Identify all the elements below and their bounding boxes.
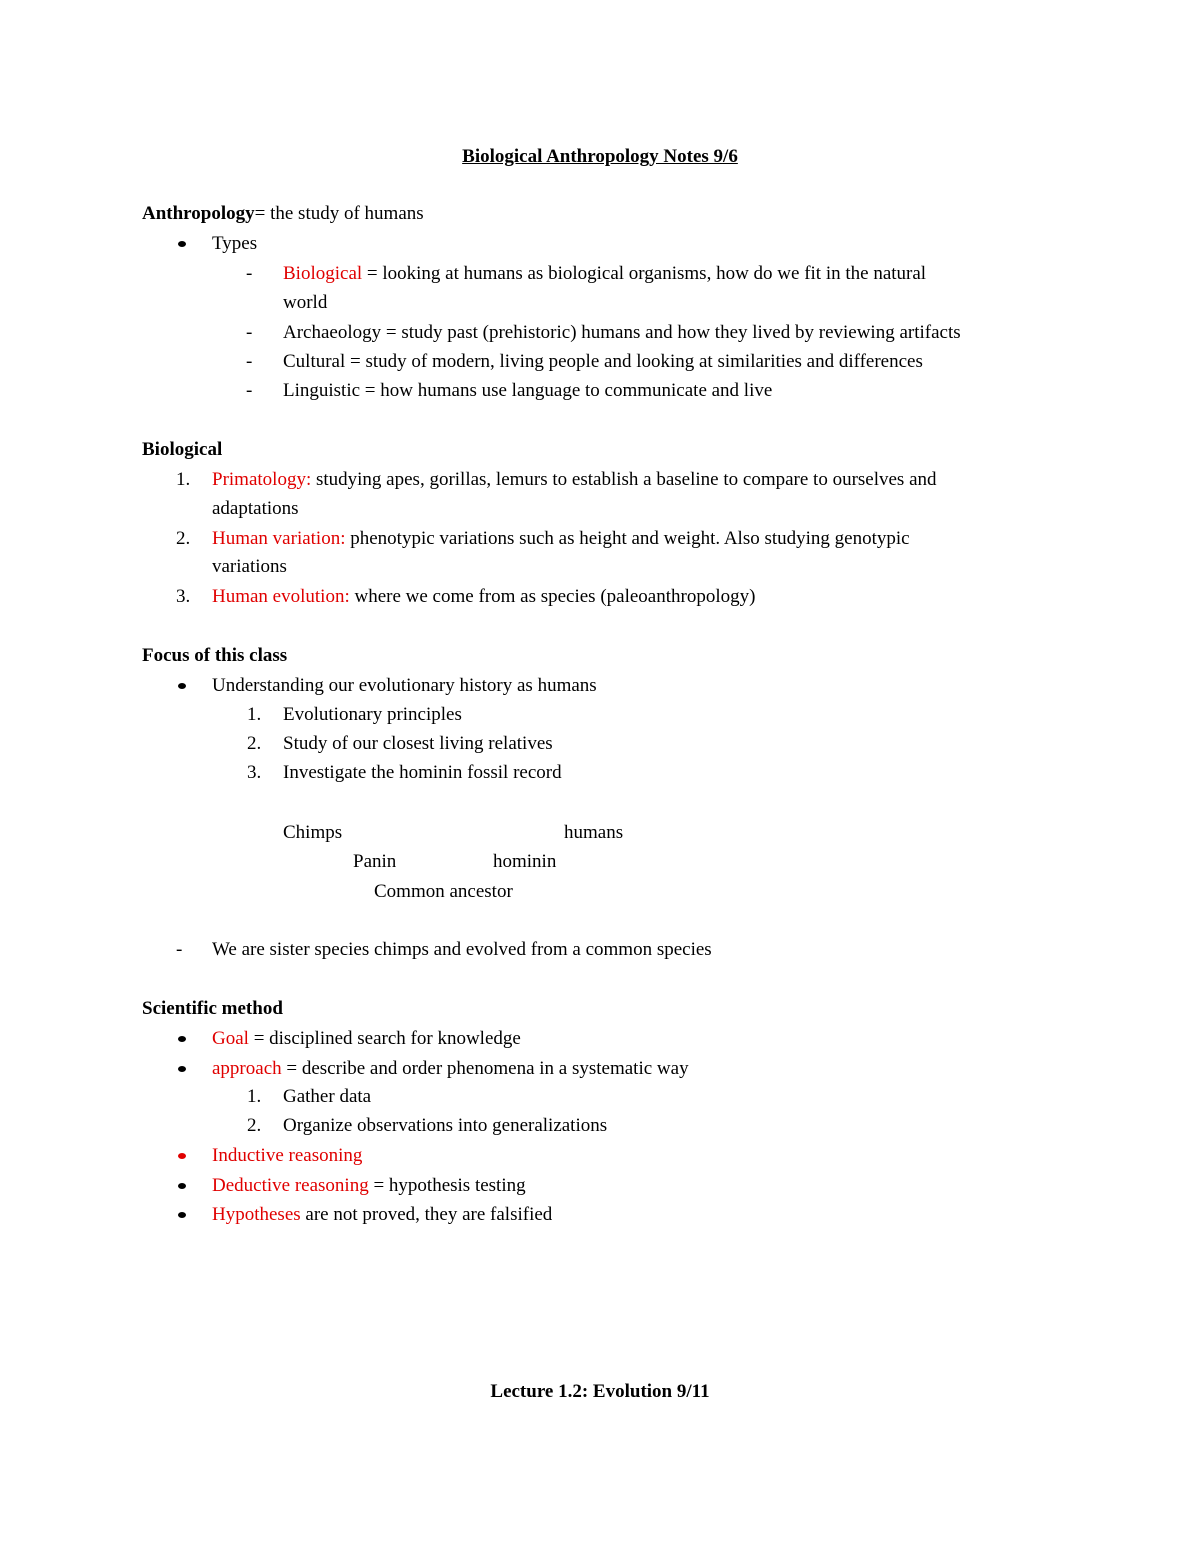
diagram-humans: humans <box>564 822 624 843</box>
list-number: 2. <box>247 733 262 754</box>
approach-item: approach = describe and order phenomena in a systematic way <box>212 1058 689 1079</box>
human-variation-item: Human variation: phenotypic variations such as height and weight. Also studying genotypic <box>212 528 910 549</box>
hypotheses-item: Hypotheses are not proved, they are falsified <box>212 1204 553 1225</box>
bullet-icon <box>178 241 186 247</box>
bullet-icon <box>178 1153 186 1159</box>
list-number: 3. <box>247 762 262 783</box>
inductive-item: Inductive reasoning <box>212 1145 363 1166</box>
scientific-method-heading: Scientific method <box>142 998 283 1019</box>
dash-marker: - <box>246 351 253 372</box>
type-cultural: Cultural = study of modern, living people and looking at similarities and differences <box>283 351 923 372</box>
sister-species-note: We are sister species chimps and evolved from a common species <box>212 939 712 960</box>
lecture-heading: Lecture 1.2: Evolution 9/11 <box>490 1381 710 1402</box>
bullet-icon <box>178 683 186 689</box>
dash-marker: - <box>176 939 183 960</box>
list-number: 3. <box>176 586 191 607</box>
diagram-hominin: hominin <box>493 851 557 872</box>
bullet-icon <box>178 1066 186 1072</box>
deductive-item: Deductive reasoning = hypothesis testing <box>212 1175 526 1196</box>
focus-item: Study of our closest living relatives <box>283 733 553 754</box>
type-biological: Biological = looking at humans as biological organisms, how do we fit in the natural <box>283 263 927 284</box>
dash-marker: - <box>246 380 253 401</box>
primatology-item: Primatology: studying apes, gorillas, lemurs to establish a baseline to compare to ourselves and <box>212 469 937 490</box>
step-item: Gather data <box>283 1086 372 1107</box>
type-biological-cont: world <box>283 292 328 313</box>
anthropology-term: Anthropology <box>142 203 255 224</box>
goal-item: Goal = disciplined search for knowledge <box>212 1028 521 1049</box>
type-linguistic: Linguistic = how humans use language to communicate and live <box>283 380 773 401</box>
step-item: Organize observations into generalizations <box>283 1115 608 1136</box>
biological-term: Biological <box>283 263 363 284</box>
diagram-common-ancestor: Common ancestor <box>374 881 513 902</box>
dash-marker: - <box>246 322 253 343</box>
page-title: Biological Anthropology Notes 9/6 <box>462 146 738 167</box>
diagram-chimps: Chimps <box>283 822 343 843</box>
list-number: 1. <box>247 1086 262 1107</box>
list-number: 2. <box>176 528 191 549</box>
primatology-item-cont: adaptations <box>212 498 299 519</box>
human-evolution-item: Human evolution: where we come from as species (paleoanthropology) <box>212 586 756 607</box>
biological-heading: Biological <box>142 439 223 460</box>
list-number: 2. <box>247 1115 262 1136</box>
focus-item: Evolutionary principles <box>283 704 462 725</box>
types-bullet: Types <box>212 233 258 254</box>
anthropology-definition <box>142 202 424 226</box>
focus-bullet: Understanding our evolutionary history as humans <box>212 675 597 696</box>
bullet-icon <box>178 1036 186 1042</box>
diagram-panin: Panin <box>353 851 397 872</box>
list-number: 1. <box>176 469 191 490</box>
focus-item: Investigate the hominin fossil record <box>283 762 562 783</box>
list-number: 1. <box>247 704 262 725</box>
dash-marker: - <box>246 263 253 284</box>
bullet-icon <box>178 1212 186 1218</box>
anthropology-def: = the study of humans <box>254 203 424 224</box>
type-archaeology: Archaeology = study past (prehistoric) humans and how they lived by reviewing artifacts <box>283 322 961 343</box>
focus-heading: Focus of this class <box>142 645 288 666</box>
human-variation-item-cont: variations <box>212 556 287 577</box>
bullet-icon <box>178 1183 186 1189</box>
